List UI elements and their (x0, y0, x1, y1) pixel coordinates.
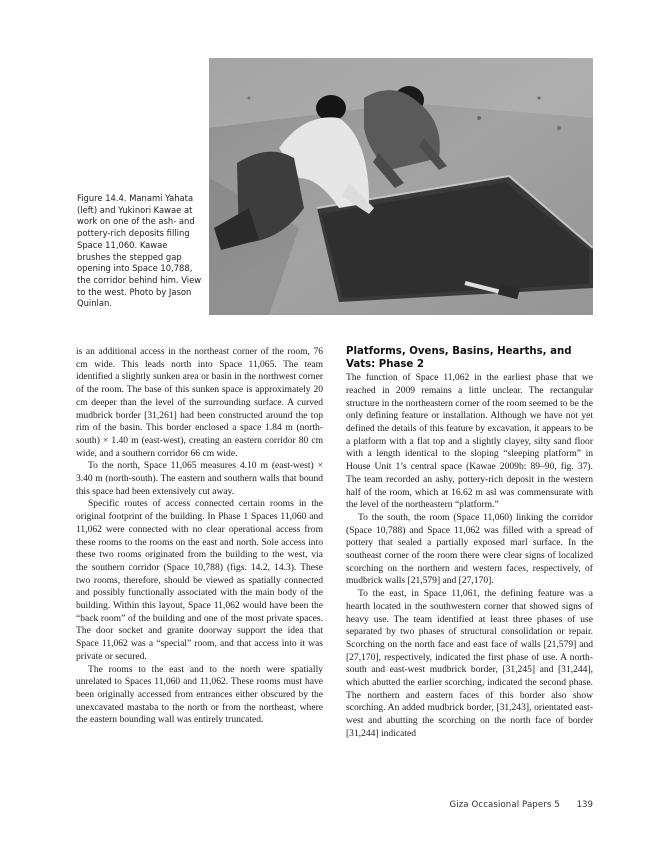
figure-photograph (209, 58, 593, 315)
body-paragraph: The rooms to the east and to the north were spatially unrelated to Spaces 11,060 and 11,062. These rooms must have been originally accessed from entrances either obscured by the unexcavated mastaba to the north or from the northeast, where the eastern bounding wall was entirely truncated. (76, 663, 323, 726)
body-paragraph: To the east, in Space 11,061, the defining feature was a hearth located in the southwestern corner that showed signs of heavy use. The team identified at least three phases of use separated by two phases of structural consolidation or repair. Scorching on the north face and east face of walls [21,579] and [27,170], respectively, indicated the first phase of use. A north-south and east-west mudbrick border, [31,245] and [31,244], which abutted the earlier scorching, indicated the second phase. The northern and eastern faces of this border also show scorching. An added mudbrick border, [31,243], orientated east-west and abutting the scorching on the north face of border [31,244] indicated (346, 588, 593, 739)
page-number: 139 (576, 800, 593, 810)
left-text-column (76, 346, 323, 727)
body-paragraph: To the north, Space 11,065 measures 4.10 m (east-west) × 3.40 m (north-south). The eastern and southern walls that bound this space had been extensively cut away. (76, 460, 323, 497)
body-paragraph: The function of Space 11,062 in the earliest phase that we reached in 2009 remains a little unclear. The rectangular structure in the northeastern corner of the room seemed to be the only defining feature or installation. Although we have not yet defined the details of this feature by excavation, it appears to be a platform with a flat top and a slightly clayey, silty sand floor with a length identical to the sloping “sleeping platform” in House Unit 1’s central space (Kawae 2009b: 89–90, fig. 37). The team recorded an ashy, pottery-rich deposit in the western half of the room, which at 16.62 m asl was commensurate with the level of the northeastern “platform.” (346, 372, 593, 511)
body-paragraph: Specific routes of access connected certain rooms in the original footprint of the building. In Phase 1 Spaces 11,060 and 11,062 were connected with no clear operational access from these rooms to the rooms on the east and north. Sole access into these two rooms originated from the building to the west, via the southern corridor (Space 10,788) (figs. 14.2, 14.3). These two rooms, therefore, should be viewed as spatially connected and possibly functionally associated with the main body of the building. Within this layout, Space 11,062 would have been the “back room” of the building and one of the most private spaces. The door socket and granite doorway support the idea that Space 11,062 was a “special” room, and that access into it was private or secured. (76, 498, 323, 662)
right-text-column (346, 346, 593, 741)
body-paragraph: To the south, the room (Space 11,060) linking the corridor (Space 10,788) and Space 11,062 was filled with a spread of pottery that sealed a partially exposed marl surface. In the southeast corner of the room there were clear signs of localized scorching on the northern and western faces, respectively, of mudbrick walls [21,579] and [27,170]. (346, 511, 593, 587)
publication-title: Giza Occasional Papers 5 (449, 800, 560, 810)
figure-caption: Figure 14.4. Manami Yahata (left) and Yukinori Kawae at work on one of the ash- and pottery-rich deposits filling Space 11,060. Kawae brushes the stepped gap opening into Space 10,788, the corridor behind him. View to the west. Photo by Jason Quinlan. (77, 193, 202, 309)
page-footer (449, 800, 593, 810)
body-paragraph: is an additional access in the northeast corner of the room, 76 cm wide. This leads north into Space 11,065. The team identified a slightly sunken area or basin in the northwest corner of the room. The base of this sunken space is approximately 20 cm deeper than the level of the surrounding surface. A curved mudbrick border [31,261] had been constructed around the top rim of the basin. This border enclosed a space 1.84 m (north-south) × 1.40 m (east-west), creating an eastern corridor 80 cm wide, and a southern corridor 66 cm wide. (76, 346, 323, 459)
section-heading: Platforms, Ovens, Basins, Hearths, and Vats: Phase 2 (346, 346, 572, 370)
